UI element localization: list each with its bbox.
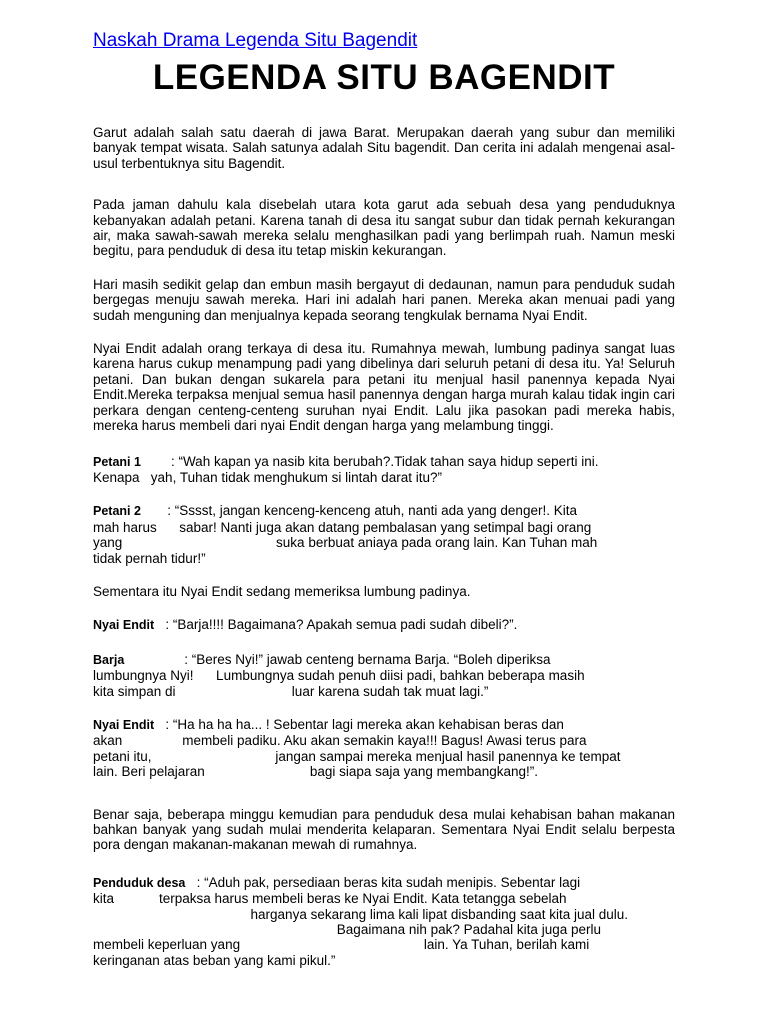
speaker-name: Petani 1 (93, 454, 141, 469)
paragraph-story-3: Nyai Endit adalah orang terkaya di desa itu. Rumahnya mewah, lumbung padinya sangat luas karena harus cukup menampung padi yang dibelinya dari seluruh petani di desa itu. Ya! Seluruh petani. Dan bukan dengan sukarela para petani itu menjual hasil panennya kepada Nyai Endit.Mereka terpaksa menjual semua hasil panennya dengan harga murah kalau tidak ingin cari perkara dengan centeng-centeng suruhan nyai Endit. Lalu jika pasokan padi mereka habis, mereka harus membeli dari nyai Endit dengan harga yang melambung tinggi. (93, 341, 675, 434)
dialogue-line: mah harus sabar! Nanti juga akan datang pembalasan yang setimpal bagi orang (93, 519, 592, 535)
dialogue-line: Bagaimana nih pak? Padahal kita juga perlu (93, 922, 601, 938)
document-page (93, 30, 675, 968)
paragraph-story-1: Pada jaman dahulu kala disebelah utara kota garut ada sebuah desa yang penduduknya kebanyakan adalah petani. Karena tanah di desa itu sangat subur dan tidak pernah kekurangan air, maka sawah-sawah mereka selalu menghasilkan padi yang berlimpah ruah. Namun meski begitu, para penduduk di desa itu tetap miskin kekurangan. (93, 197, 675, 259)
dialogue-line: membeli keperluan yang lain. Ya Tuhan, berilah kami (93, 937, 590, 953)
dialogue-line: petani itu, jangan sampai mereka menjual hasil panennya ke tempat (93, 748, 621, 764)
dialogue-line: yang suka berbuat aniaya pada orang lain. Kan Tuhan mah (93, 535, 598, 551)
dialogue-petani-2 (93, 503, 675, 566)
dialogue-line: akan membeli padiku. Aku akan semakin kaya!!! Bagus! Awasi terus para (93, 733, 587, 749)
narration-2: Benar saja, beberapa minggu kemudian para penduduk desa mulai kehabisan bahan makanan bahkan banyak yang sudah mulai menderita kelaparan. Sementara Nyai Endit selalu berpesta pora dengan makanan-makanan mewah di rumahnya. (93, 806, 675, 853)
dialogue-line: lain. Beri pelajaran bagi siapa saja yang membangkang!”. (93, 764, 538, 780)
dialogue-petani-1 (93, 454, 675, 486)
speaker-name: Nyai Endit (93, 717, 155, 732)
dialogue-line: : “Barja!!!! Bagaimana? Apakah semua padi sudah dibeli?”. (154, 617, 518, 633)
dialogue-line: harganya sekarang lima kali lipat disbanding saat kita jual dulu. (93, 906, 629, 922)
dialogue-line: : “Sssst, jangan kenceng-kenceng atuh, nanti ada yang denger!. Kita (140, 503, 577, 519)
dialogue-line: : “Beres Nyi!” jawab centeng bernama Barja. “Boleh diperiksa (124, 651, 551, 667)
dialogue-line: keringanan atas beban yang kami pikul.” (93, 952, 336, 968)
dialogue-line: lumbungnya Nyi! Lumbungnya sudah penuh diisi padi, bahkan beberapa masih (93, 668, 585, 684)
dialogue-line: kita terpaksa harus membeli beras ke Nyai Endit. Kata tetangga sebelah (93, 891, 567, 907)
dialogue-line: Kenapa yah, Tuhan tidak menghukum si lintah darat itu?” (93, 469, 442, 485)
dialogue-line: : “Aduh pak, persediaan beras kita sudah menipis. Sebentar lagi (185, 874, 581, 890)
dialogue-barja (93, 652, 675, 699)
dialogue-line: : “Wah kapan ya nasib kita berubah?.Tidak tahan saya hidup seperti ini. (140, 453, 599, 469)
narration-1: Sementara itu Nyai Endit sedang memeriksa lumbung padinya. (93, 583, 471, 599)
speaker-name: Nyai Endit (93, 618, 155, 633)
speaker-name: Penduduk desa (93, 875, 186, 890)
dialogue-line: : “Ha ha ha ha... ! Sebentar lagi mereka akan kehabisan beras dan (154, 716, 564, 732)
page-title: LEGENDA SITU BAGENDIT (152, 58, 616, 97)
dialogue-penduduk-desa (93, 875, 675, 968)
dialogue-line: tidak pernah tidur!” (93, 550, 206, 566)
speaker-name: Barja (93, 652, 125, 667)
paragraph-intro: Garut adalah salah satu daerah di jawa Barat. Merupakan daerah yang subur dan memiliki banyak tempat wisata. Salah satunya adalah Situ bagendit. Dan cerita ini adalah mengenai asal-usul terbentuknya situ Bagendit. (93, 125, 675, 171)
speaker-name: Petani 2 (93, 504, 141, 519)
dialogue-nyai-endit-1 (93, 617, 675, 633)
drama-script-link[interactable]: Naskah Drama Legenda Situ Bagendit (93, 30, 418, 51)
dialogue-nyai-endit-2 (93, 717, 675, 780)
paragraph-story-2: Hari masih sedikit gelap dan embun masih bergayut di dedaunan, namun para penduduk sudah bergegas menuju sawah mereka. Hari ini adalah hari panen. Mereka akan menuai padi yang sudah menguning dan menjualnya kepada seorang tengkulak bernama Nyai Endit. (93, 276, 675, 323)
dialogue-line: kita simpan di luar karena sudah tak muat lagi.” (93, 683, 489, 699)
